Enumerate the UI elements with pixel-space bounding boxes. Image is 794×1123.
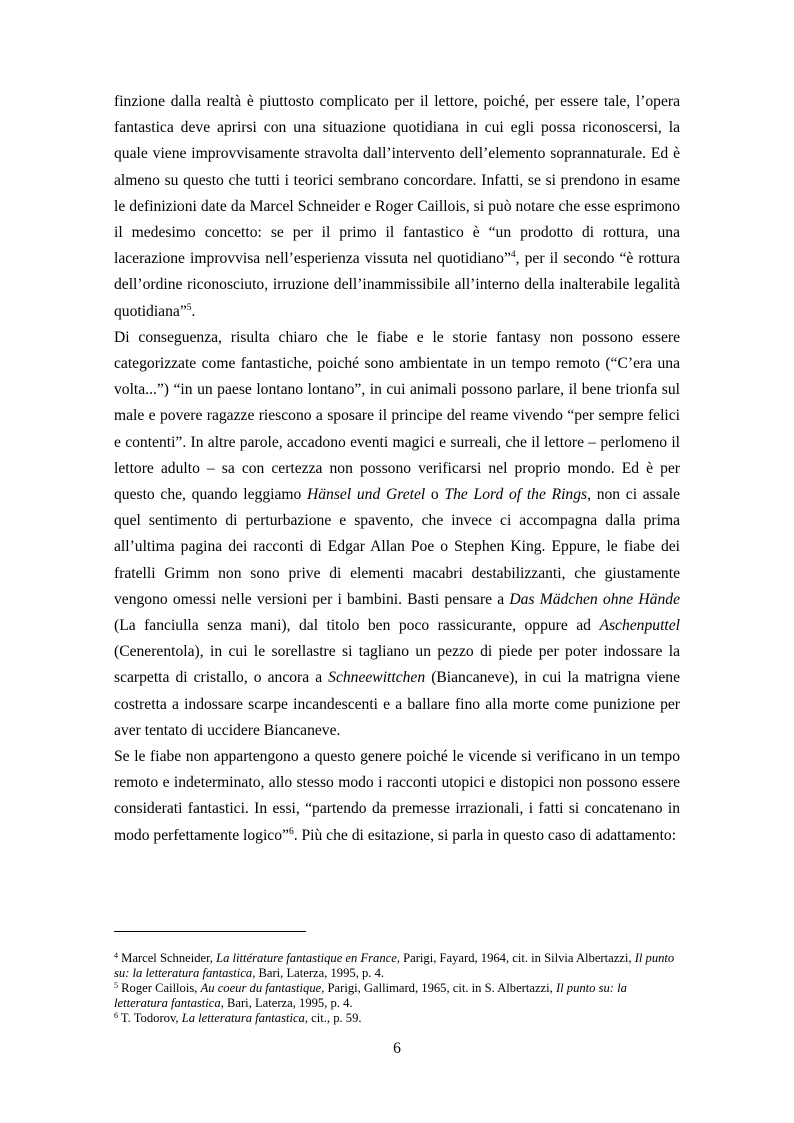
text-run: finzione dalla realtà è piuttosto complicato per il lettore, poiché, per essere tale, l’opera fantastica deve aprirsi con una situazione quotidiana in cui egli possa riconoscersi, la quale viene improvvisamente stravolta dall’intervento dell’elemento soprannaturale. Ed è almeno su questo che tutti i teorici sembrano concordare. Infatti, se si prendono in esame le definizioni date da Marcel Schneider e Roger Caillois, si può notare che esse esprimono il medesimo concetto: se per il primo il fantastico è “un prodotto di rottura, una lacerazione improvvisa nell’esperienza vissuta nel quotidiano” (114, 93, 680, 268)
title-aschenputtel: Aschenputtel (599, 617, 680, 635)
text-run: (La fanciulla senza mani), dal titolo ben poco rassicurante, oppure ad (114, 617, 600, 635)
footnote-ref-5[interactable]: 5 (186, 302, 192, 313)
paragraph-1 (114, 89, 680, 325)
text-run: , non ci assale quel sentimento di perturbazione e spavento, che invece ci accompagna dalla prima all’ultima pagina dei racconti di Edgar Allan Poe o Stephen King. Eppure, le fiabe dei fratelli Grimm non sono prive di elementi macabri destabilizzanti, che giustamente vengono omessi nelle versioni per i bambini. Basti pensare a (114, 486, 680, 608)
footnote-6 (114, 1011, 680, 1026)
footnote-number: 5 (114, 981, 118, 991)
footnote-ref-6[interactable]: 6 (288, 826, 294, 837)
footnote-separator (114, 931, 306, 932)
footnote-text: Roger Caillois, (118, 981, 201, 996)
footnote-4 (114, 951, 680, 980)
page-number: 6 (393, 1040, 401, 1057)
text-run: . (191, 302, 196, 320)
title-das-madchen-ohne-hande: Das Mädchen ohne Hände (509, 590, 680, 608)
footnote-number: 4 (114, 951, 118, 960)
footnote-text: , cit., p. 59. (304, 1011, 362, 1026)
footnotes (114, 951, 680, 1027)
footnote-text: , Parigi, Gallimard, 1965, cit. in S. Albertazzi, (321, 981, 556, 996)
paragraph-2 (114, 325, 680, 744)
title-schneewittchen: Schneewittchen (328, 669, 426, 687)
text-run: (Cenerentola), in cui le sorellastre si tagliano un pezzo di piede per poter indossare la scarpetta di cristallo, o ancora a (114, 643, 680, 687)
paragraph-3 (114, 744, 680, 849)
footnote-text: Marcel Schneider, (118, 951, 217, 965)
text-run: (Biancaneve), in cui la matrigna viene costretta a indossare scarpe incandescenti e a ballare fino alla morte come punizione per aver tentato di uccidere Biancaneve. (114, 669, 681, 739)
footnote-title: La littérature fantastique en France (216, 951, 397, 965)
footnote-text: , Parigi, Fayard, 1964, cit. in Silvia Albertazzi, (396, 951, 635, 965)
title-hansel-und-gretel: Hänsel und Gretel (307, 486, 426, 504)
footnote-ref-4[interactable]: 4 (510, 250, 516, 261)
footnote-5 (114, 981, 680, 1010)
footnote-text: , Bari, Laterza, 1995, p. 4. (252, 965, 385, 980)
text-run: o (425, 486, 445, 504)
footnote-text: T. Todorov, (118, 1011, 182, 1026)
footnote-title: Il punto su: la letteratura fantastica (114, 981, 627, 1010)
footnote-title: Au coeur du fantastique (200, 981, 322, 996)
text-run: Se le fiabe non appartengono a questo genere poiché le vicende si verificano in un tempo remoto e indeterminato, allo stesso modo i racconti utopici e distopici non possono essere considerati fantastici. In essi, “partendo da premesse irrazionali, i fatti si concatenano in modo perfettamente logico” (114, 748, 680, 844)
text-run: Di conseguenza, risulta chiaro che le fiabe e le storie fantasy non possono essere categorizzate come fantastiche, poiché sono ambientate in un tempo remoto (“C’era una volta...”) “in un paese lontano lontano”, in cui animali possono parlare, il bene trionfa sul male e povere ragazze riescono a sposare il principe del reame vivendo “per sempre felici e contenti”. In altre parole, accadono eventi magici e surreali, che il lettore – perlomeno il lettore adulto – sa con certezza non possono verificarsi nel proprio mondo. Ed è per questo che, quando leggiamo (114, 328, 680, 504)
footnote-title: Il punto su: la letteratura fantastica (114, 951, 675, 980)
footnote-text: , Bari, Laterza, 1995, p. 4. (220, 995, 353, 1010)
footnote-title: La letteratura fantastica (181, 1011, 305, 1026)
title-lord-of-the-rings: The Lord of the Rings (444, 486, 588, 504)
text-run: , per il secondo “è rottura dell’ordine riconosciuto, irruzione dell’inammissibile all’interno della inalterabile legalità quotidiana” (114, 250, 680, 320)
footnote-number: 6 (114, 1011, 118, 1021)
text-run: . Più che di esitazione, si parla in questo caso di adattamento: (293, 826, 677, 844)
body-text (114, 89, 680, 849)
